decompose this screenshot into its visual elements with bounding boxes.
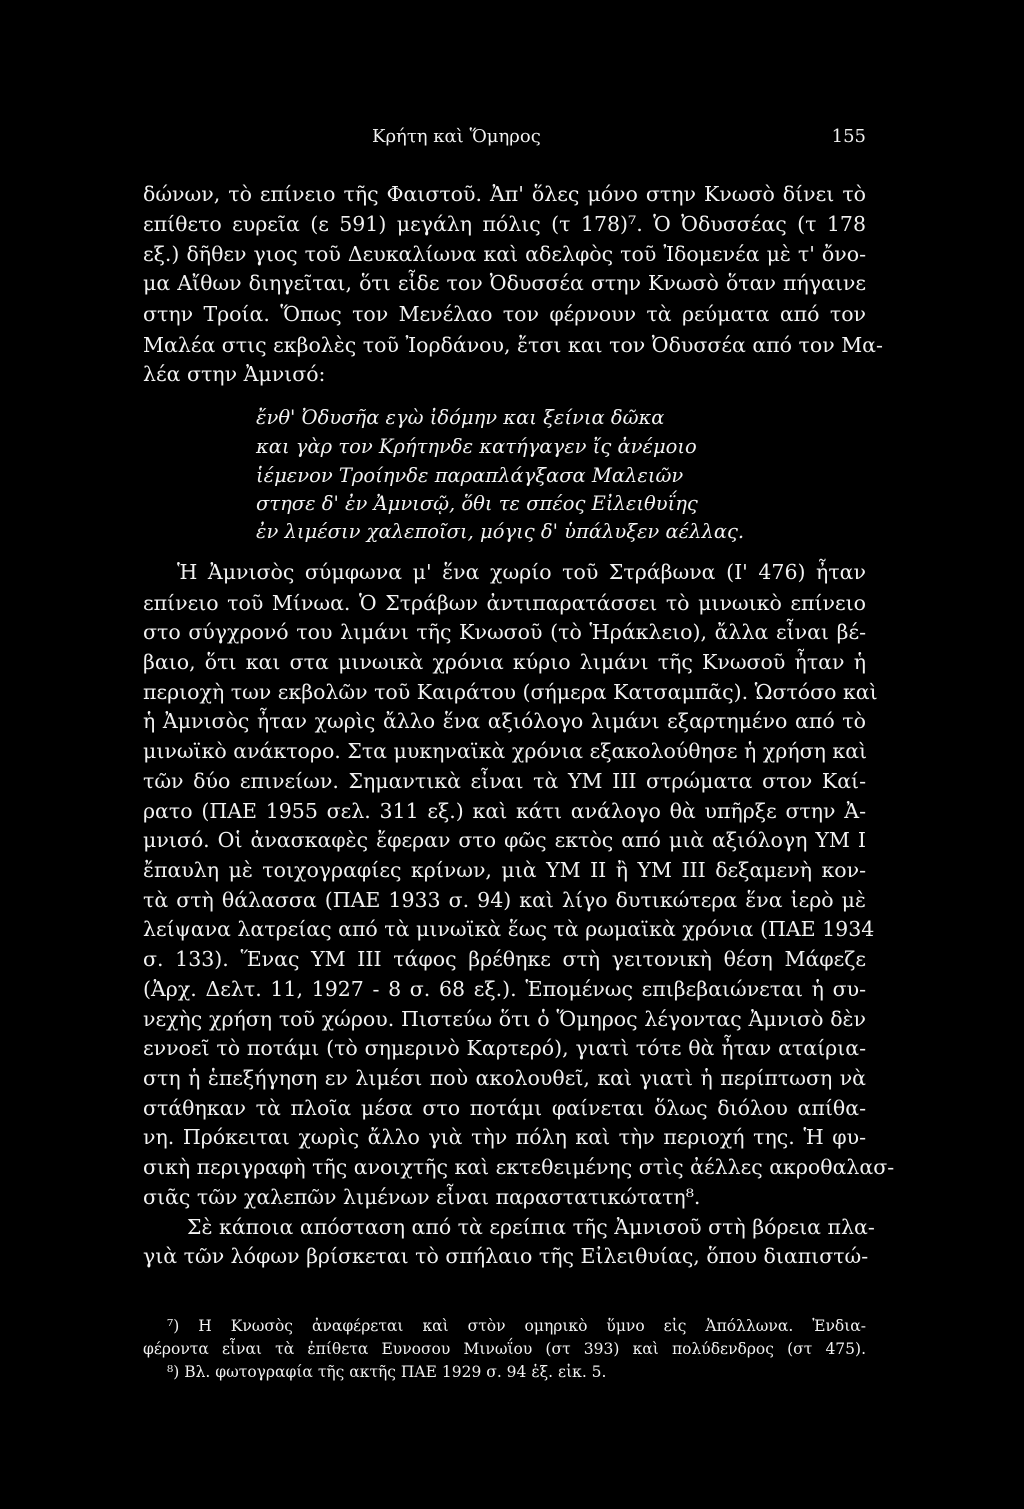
body-line: μινωϊκὸ ανάκτορο. Στα μυκηναϊκὰ χρόνια εξακολούθησε ἡ χρήση καὶ (143, 739, 868, 763)
body-line: λέα στην Ἀμνισό: (143, 362, 326, 386)
body-line: μνισό. Οἱ ἀνασκαφὲς ἔφεραν στο φῶς εκτὸς από μιὰ αξιόλογη ΥΜ Ι (143, 828, 866, 852)
footnote-line: ⁸) Βλ. φωτογραφία τῆς ακτῆς ΠΑΕ 1929 σ. 94 ἑξ. εἰκ. 5. (167, 1363, 607, 1381)
body-line: Μαλέα στις εκβολὲς τοῦ Ἰορδάνου, ἔτσι και τον Ὀδυσσέα από τον Μα- (143, 333, 883, 357)
body-line: δώνων, τὸ επίνειο τῆς Φαιστοῦ. Ἀπ' ὅλες μόνο στην Κνωσὸ δίνει τὸ (143, 182, 866, 206)
body-line: σ. 133). Ἕνας ΥΜ ΙΙΙ τάφος βρέθηκε στὴ γειτονικὴ θέση Μάφεζε (143, 947, 866, 971)
verse-line: ἱέμενον Τροίηνδε παραπλάγξασα Μαλειῶν (256, 464, 684, 487)
body-line: στη ἡ ἑπεξήγηση εν λιμέσι ποὺ ακολουθεῖ, καὶ γιατὶ ἡ περίπτωση νὰ (143, 1066, 866, 1090)
body-line: νη. Πρόκειται χωρὶς ἄλλο γιὰ τὴν πόλη καὶ τὴν περιοχή της. Ἡ φυ- (143, 1125, 866, 1149)
body-line: στάθηκαν τὰ πλοῖα μέσα στο ποτάμι φαίνεται ὅλως διόλου απίθα- (143, 1096, 866, 1120)
body-line: λείψανα λατρείας από τὰ μινωϊκὰ ἕως τὰ ρωμαϊκὰ χρόνια (ΠΑΕ 1934 (143, 917, 875, 941)
body-line: επίθετο ευρεῖα (ε 591) μεγάλη πόλις (τ 178)⁷. Ὁ Ὀδυσσέας (τ 178 (143, 212, 866, 236)
footnote-line: ⁷) Η Κνωσὸς ἀναφέρεται καὶ στὸν ομηρικὸ ὕμνο εἰς Ἀπόλλωνα. Ἐνδια- (167, 1317, 866, 1335)
body-line: περιοχὴ των εκβολῶν τοῦ Καιράτου (σήμερα Κατσαμπᾶς). Ὡστόσο καὶ (143, 680, 878, 704)
body-line: βαιο, ὅτι και στα μινωικὰ χρόνια κύριο λιμάνι τῆς Κνωσοῦ ἦταν ἡ (143, 650, 866, 674)
body-line: σικὴ περιγραφὴ τῆς ανοιχτῆς καὶ εκτεθειμένης στὶς ἀέλλες ακροθαλασ- (143, 1155, 895, 1179)
body-line: στο σύγχρονό του λιμάνι τῆς Κνωσοῦ (τὸ Ἡράκλειο), ἄλλα εἶναι βέ- (143, 620, 866, 644)
verse-line: και γὰρ τον Κρήτηνδε κατήγαγεν ἴς ἀνέμοιο (256, 435, 697, 458)
body-line: επίνειο τοῦ Μίνωα. Ὁ Στράβων ἀντιπαρατάσσει τὸ μινωικὸ επίνειο (143, 591, 866, 615)
body-line: (Ἀρχ. Δελτ. 11, 1927 - 8 σ. 68 εξ.). Ἑπομένως επιβεβαιώνεται ἡ συ- (143, 977, 866, 1001)
body-line: σιᾶς τῶν χαλεπῶν λιμένων εἶναι παραστατικώτατη⁸. (143, 1185, 701, 1209)
page-number: 155 (831, 126, 866, 147)
body-line: τὰ στὴ θάλασσα (ΠΑΕ 1933 σ. 94) καὶ λίγο δυτικώτερα ἕνα ἱερὸ μὲ (143, 888, 866, 912)
body-line: γιὰ τῶν λόφων βρίσκεται τὸ σπήλαιο τῆς Εἰλειθυίας, ὅπου διαπιστώ- (143, 1244, 869, 1268)
running-header (142, 126, 866, 152)
body-line: νεχὴς χρήση τοῦ χώρου. Πιστεύω ὅτι ὁ Ὅμηρος λέγοντας Ἀμνισὸ δὲν (143, 1007, 866, 1031)
verse-line: ἔνθ' Ὀδυσῆα εγὼ ἰδόμην και ξείνια δῶκα (256, 406, 665, 429)
verse-line: ἐν λιμέσιν χαλεποῖσι, μόγις δ' ὑπάλυξεν αέλλας. (256, 520, 745, 543)
running-title: Κρήτη καὶ Ὅμηρος (372, 126, 541, 147)
body-line: μα Αἴθων διηγεῖται, ὅτι εἶδε τον Ὀδυσσέα στην Κνωσὸ ὅταν πήγαινε (143, 271, 866, 295)
body-line: Ἡ Ἀμνισὸς σύμφωνα μ' ἕνα χωρίο τοῦ Στράβωνα (Ι' 476) ἦταν (177, 560, 866, 584)
body-line: στην Τροία. Ὅπως τον Μενέλαο τον φέρνουν τὰ ρεύματα από τον (143, 302, 866, 326)
body-line: Σὲ κάποια απόσταση από τὰ ερείπια τῆς Ἀμνισοῦ στὴ βόρεια πλα- (187, 1215, 875, 1239)
body-line: εννοεῖ τὸ ποτάμι (τὸ σημερινὸ Καρτερό), γιατὶ τότε θὰ ἦταν αταίρια- (143, 1036, 866, 1060)
body-line: τῶν δύο επινείων. Σημαντικὰ εἶναι τὰ ΥΜ ΙΙΙ στρώματα στον Καί- (143, 769, 866, 793)
body-line: εξ.) δῆθεν γιος τοῦ Δευκαλίωνα καὶ αδελφὸς τοῦ Ἰδομενέα μὲ τ' ὄνο- (143, 242, 866, 266)
footnote-line: φέροντα εἶναι τὰ ἐπίθετα Ευνοσου Μινωΐου (στ 393) καὶ πολύδενδρος (στ 475). (143, 1340, 866, 1358)
body-line: ἡ Ἀμνισὸς ἦταν χωρὶς ἄλλο ἕνα αξιόλογο λιμάνι εξαρτημένο από τὸ (143, 709, 866, 733)
body-line: ρατο (ΠΑΕ 1955 σελ. 311 εξ.) καὶ κάτι ανάλογο θὰ υπῆρξε στην Ἀ- (143, 799, 866, 823)
verse-line: στησε δ' ἐν Ἀμνισῷ, ὅθι τε σπέος Εἰλειθυΐης (256, 492, 698, 515)
body-line: ἔπαυλη μὲ τοιχογραφίες κρίνων, μιὰ ΥΜ ΙΙ ἢ ΥΜ ΙΙΙ δεξαμενὴ κον- (143, 858, 866, 882)
